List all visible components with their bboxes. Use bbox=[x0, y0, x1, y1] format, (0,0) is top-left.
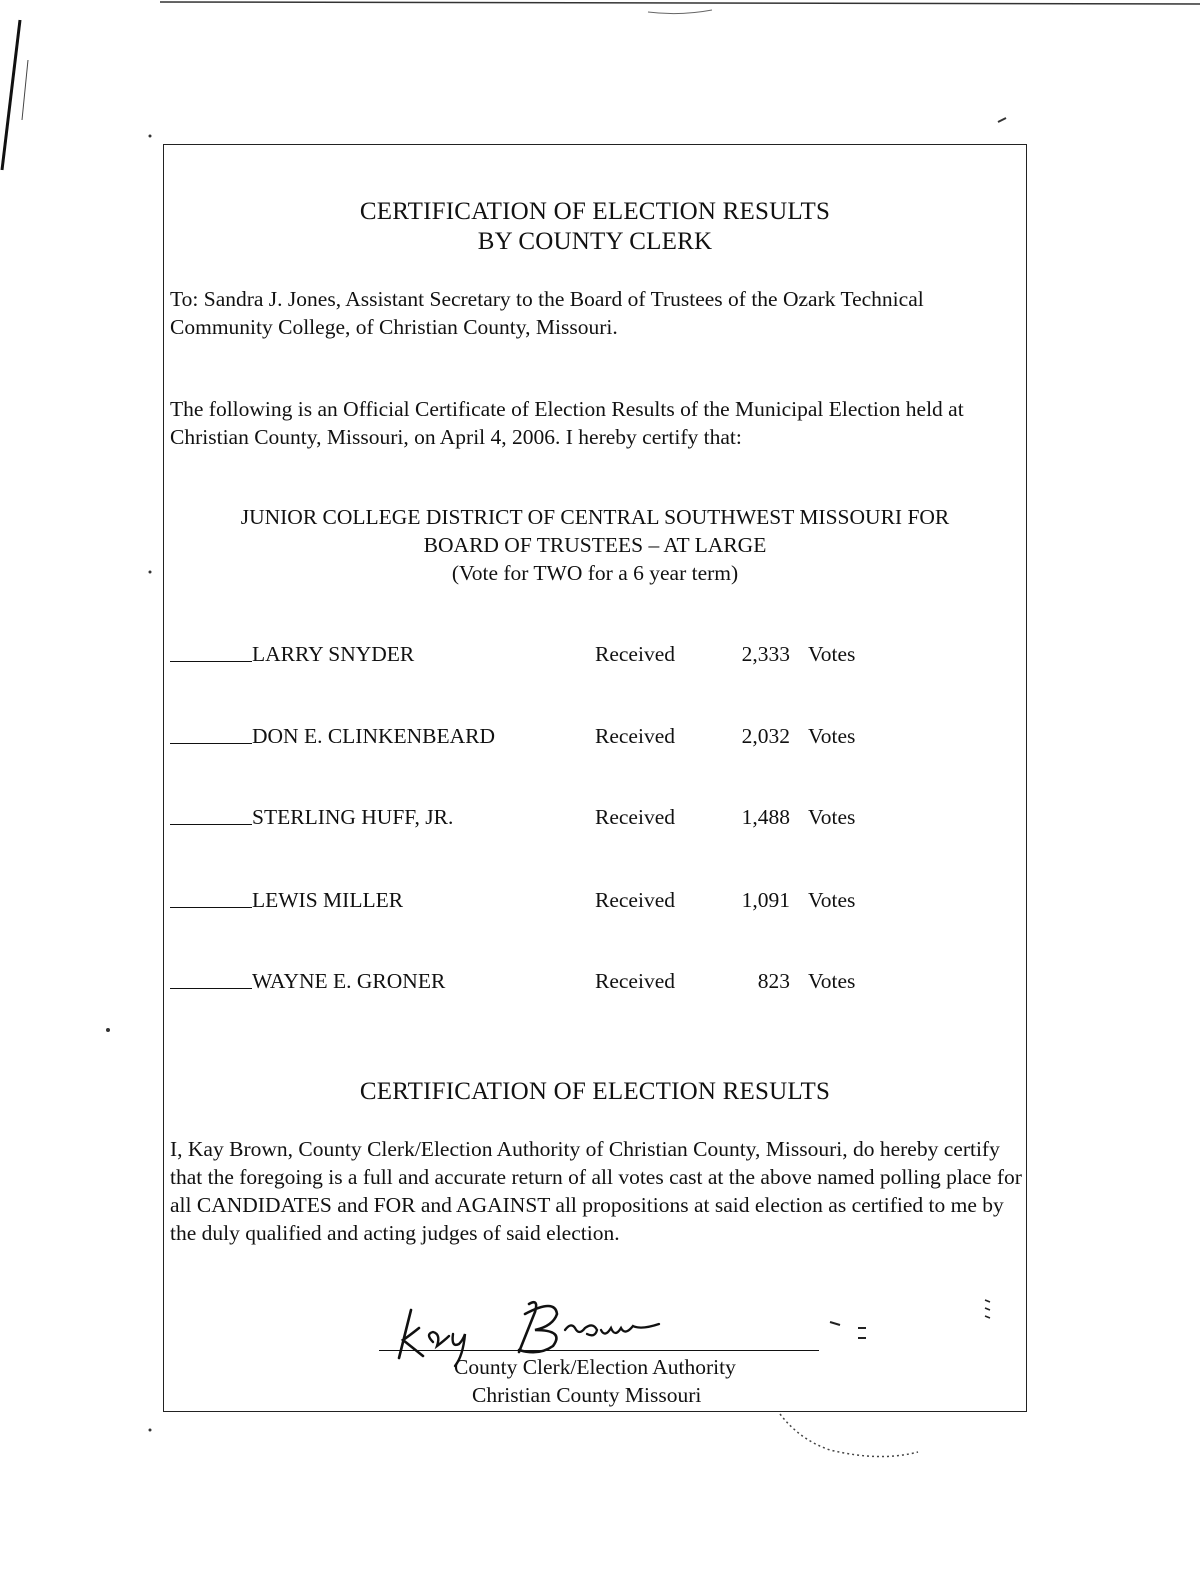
received-label: Received bbox=[595, 969, 675, 993]
document-title-line2: BY COUNTY CLERK bbox=[477, 228, 713, 255]
race-instructions: (Vote for TWO for a 6 year term) bbox=[451, 561, 739, 585]
blank-line bbox=[170, 824, 252, 825]
blank-line bbox=[170, 743, 252, 744]
signature-county: Christian County Missouri bbox=[472, 1383, 702, 1407]
candidate-name: DON E. CLINKENBEARD bbox=[252, 724, 496, 748]
certificate-frame bbox=[163, 144, 1027, 1412]
signature-title: County Clerk/Election Authority bbox=[454, 1355, 736, 1379]
candidate-row bbox=[170, 802, 1020, 832]
vote-count: 2,333 bbox=[741, 642, 790, 666]
received-label: Received bbox=[595, 888, 675, 912]
blank-line bbox=[170, 661, 252, 662]
vote-count: 823 bbox=[757, 969, 790, 993]
candidate-name: LARRY SNYDER bbox=[252, 642, 415, 666]
certification-title: CERTIFICATION OF ELECTION RESULTS bbox=[359, 1078, 831, 1105]
candidate-row bbox=[170, 966, 1020, 996]
candidate-name: LEWIS MILLER bbox=[252, 888, 404, 912]
votes-label: Votes bbox=[808, 805, 856, 829]
votes-label: Votes bbox=[808, 724, 856, 748]
signature-line bbox=[379, 1350, 819, 1351]
vote-count: 1,091 bbox=[741, 888, 790, 912]
certification-paragraph: I, Kay Brown, County Clerk/Election Authority of Christian County, Missouri, do hereby certify that the foregoing is a full and accurate return of all votes cast at the above named polling place for all CANDIDATES and FOR and AGAINST all propositions at said election as certified to me by the duly qualified and acting judges of said election. bbox=[170, 1137, 1022, 1245]
votes-label: Votes bbox=[808, 969, 856, 993]
blank-line bbox=[170, 907, 252, 908]
race-title-line2: BOARD OF TRUSTEES – AT LARGE bbox=[423, 533, 767, 557]
votes-label: Votes bbox=[808, 888, 856, 912]
received-label: Received bbox=[595, 805, 675, 829]
candidate-row bbox=[170, 721, 1020, 751]
vote-count: 2,032 bbox=[741, 724, 790, 748]
intro-paragraph: The following is an Official Certificate of Election Results of the Municipal Election held at Christian County, Missouri, on April 4, 2006. I hereby certify that: bbox=[170, 397, 964, 449]
votes-label: Votes bbox=[808, 642, 856, 666]
document-title-line1: CERTIFICATION OF ELECTION RESULTS bbox=[359, 198, 831, 225]
candidate-row bbox=[170, 639, 1020, 669]
race-title-line1: JUNIOR COLLEGE DISTRICT OF CENTRAL SOUTHWEST MISSOURI FOR bbox=[240, 505, 950, 529]
candidate-name: STERLING HUFF, JR. bbox=[252, 805, 454, 829]
received-label: Received bbox=[595, 642, 675, 666]
candidate-row bbox=[170, 885, 1020, 915]
candidate-name: WAYNE E. GRONER bbox=[252, 969, 446, 993]
blank-line bbox=[170, 988, 252, 989]
addressee-paragraph: To: Sandra J. Jones, Assistant Secretary to the Board of Trustees of the Ozark Technical Community College, of Christian County, Missouri. bbox=[170, 287, 924, 339]
received-label: Received bbox=[595, 724, 675, 748]
vote-count: 1,488 bbox=[741, 805, 790, 829]
